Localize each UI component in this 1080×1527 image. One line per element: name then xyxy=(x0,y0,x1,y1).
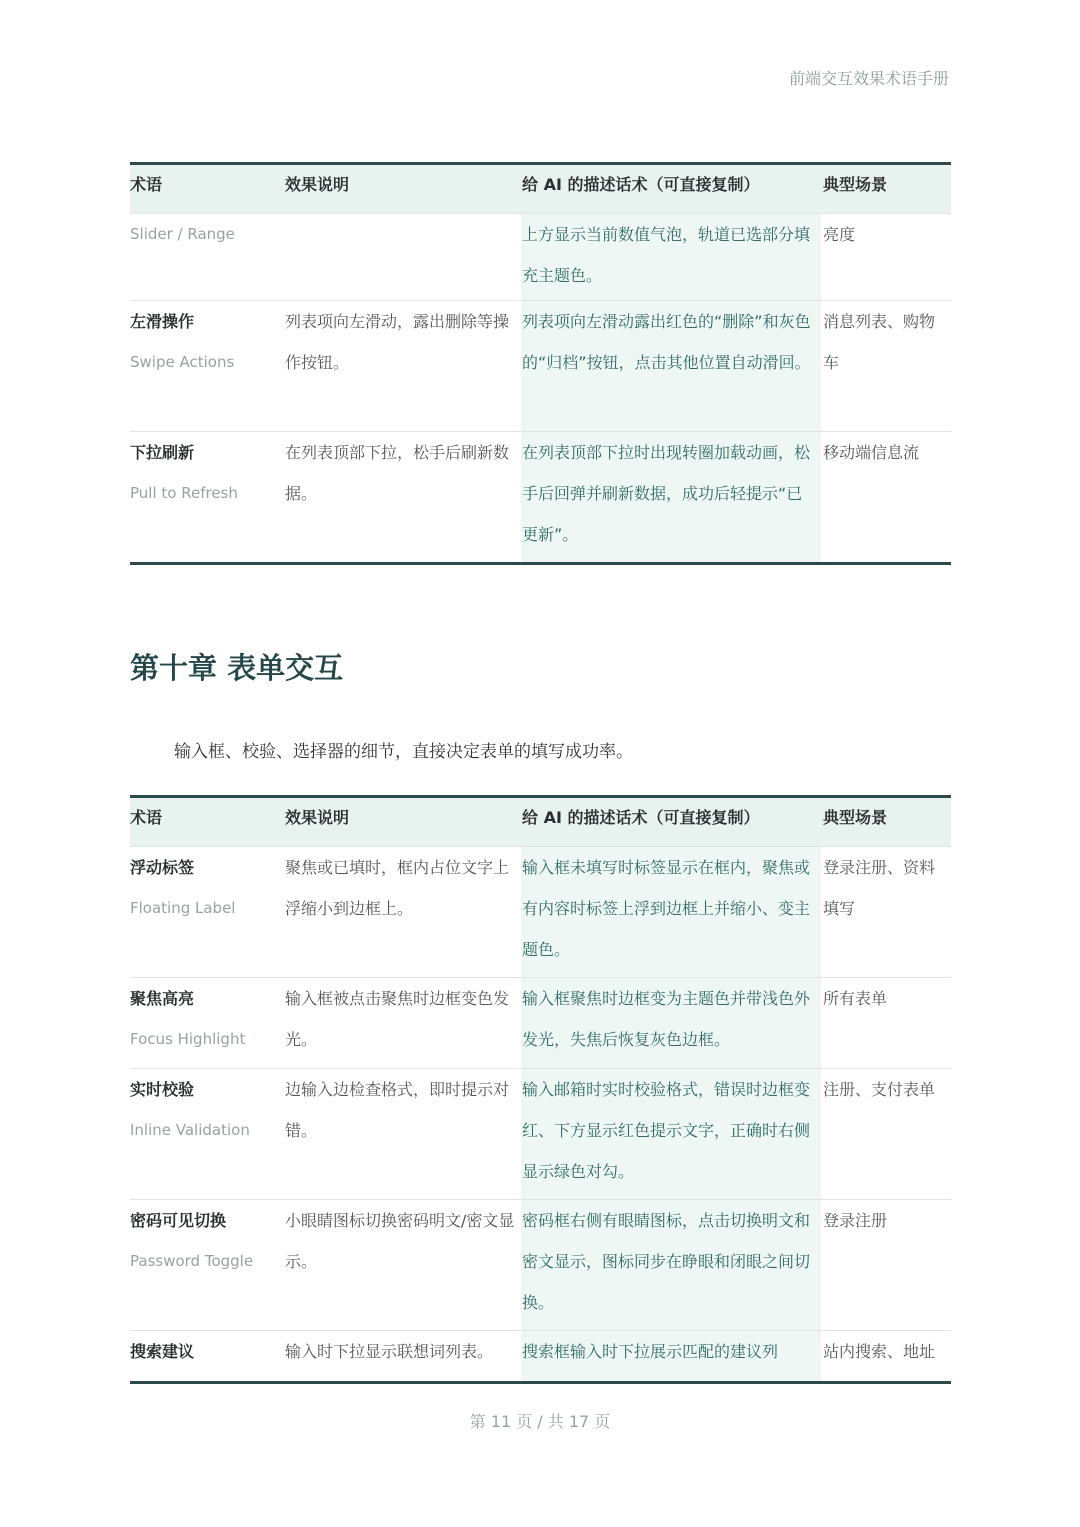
term-cell xyxy=(130,432,283,562)
effect-cell xyxy=(283,214,521,300)
ai-prompt-cell: 输入框聚焦时边框变为主题色并带浅色外发光，失焦后恢复灰色边框。 xyxy=(521,978,821,1068)
chapter-title: 第十章 表单交互 xyxy=(130,651,344,685)
col-header-term: 术语 xyxy=(130,175,163,194)
table-row xyxy=(130,301,951,432)
term-name: 左滑操作 xyxy=(130,312,195,331)
form-interaction-terms-table xyxy=(130,795,951,1384)
term-name: 浮动标签 xyxy=(130,858,195,877)
term-cell xyxy=(130,1069,283,1199)
table-header-row xyxy=(130,165,951,214)
effect-cell: 边输入边检查格式，即时提示对错。 xyxy=(285,1080,510,1140)
term-cell xyxy=(130,978,283,1068)
ai-prompt-cell: 输入框未填写时标签显示在框内，聚焦或有内容时标签上浮到边框上并缩小、变主题色。 xyxy=(521,847,821,977)
term-english: Focus Highlight xyxy=(130,1030,246,1048)
col-header-scene: 典型场景 xyxy=(823,808,888,827)
scene-cell: 站内搜索、地址 xyxy=(823,1342,936,1361)
term-name: 密码可见切换 xyxy=(130,1211,227,1230)
term-english: Slider / Range xyxy=(130,225,235,243)
effect-cell: 输入时下拉显示联想词列表。 xyxy=(285,1342,494,1361)
col-header-effect: 效果说明 xyxy=(285,175,350,194)
col-header-effect: 效果说明 xyxy=(285,808,350,827)
effect-cell: 列表项向左滑动，露出删除等操作按钮。 xyxy=(285,312,510,372)
scene-cell: 亮度 xyxy=(823,225,856,244)
scene-cell: 登录注册、资料填写 xyxy=(823,858,936,918)
chapter-intro: 输入框、校验、选择器的细节，直接决定表单的填写成功率。 xyxy=(174,742,633,762)
term-cell xyxy=(130,847,283,977)
col-header-term: 术语 xyxy=(130,808,163,827)
term-cell xyxy=(130,1331,283,1381)
effect-cell: 聚焦或已填时，框内占位文字上浮缩小到边框上。 xyxy=(285,858,510,918)
table-row xyxy=(130,1200,951,1331)
table-row xyxy=(130,1331,951,1381)
term-name: 实时校验 xyxy=(130,1080,195,1099)
page-number: 第 11 页 / 共 17 页 xyxy=(469,1412,611,1431)
effect-cell: 在列表顶部下拉，松手后刷新数据。 xyxy=(285,443,510,503)
scene-cell: 注册、支付表单 xyxy=(823,1080,936,1099)
term-english: Floating Label xyxy=(130,899,236,917)
col-header-ai-prompt: 给 AI 的描述话术（可直接复制） xyxy=(522,808,760,827)
term-english: Inline Validation xyxy=(130,1121,250,1139)
scene-cell: 登录注册 xyxy=(823,1211,888,1230)
table-row xyxy=(130,214,951,301)
term-english: Pull to Refresh xyxy=(130,484,238,502)
scene-cell: 移动端信息流 xyxy=(823,443,920,462)
ai-prompt-cell: 列表项向左滑动露出红色的“删除”和灰色的“归档”按钮，点击其他位置自动滑回。 xyxy=(521,301,821,431)
running-header: 前端交互效果术语手册 xyxy=(788,69,949,88)
table-row xyxy=(130,978,951,1069)
ai-prompt-cell: 密码框右侧有眼睛图标，点击切换明文和密文显示，图标同步在睁眼和闭眼之间切换。 xyxy=(521,1200,821,1330)
ai-prompt-cell: 在列表顶部下拉时出现转圈加载动画，松手后回弹并刷新数据，成功后轻提示“已更新”。 xyxy=(521,432,821,562)
ai-prompt-cell: 搜索框输入时下拉展示匹配的建议列 xyxy=(521,1331,821,1381)
terms-table-continued xyxy=(130,162,951,565)
ai-prompt-cell: 输入邮箱时实时校验格式，错误时边框变红、下方显示红色提示文字，正确时右侧显示绿色对勾。 xyxy=(521,1069,821,1199)
term-cell xyxy=(130,214,283,300)
col-header-scene: 典型场景 xyxy=(823,175,888,194)
table-row xyxy=(130,432,951,562)
col-header-ai-prompt: 给 AI 的描述话术（可直接复制） xyxy=(522,175,760,194)
term-name: 搜索建议 xyxy=(130,1342,195,1361)
ai-prompt-cell: 上方显示当前数值气泡，轨道已选部分填充主题色。 xyxy=(521,214,821,300)
scene-cell: 消息列表、购物车 xyxy=(823,312,936,372)
effect-cell: 小眼睛图标切换密码明文/密文显示。 xyxy=(285,1211,515,1271)
table-row xyxy=(130,1069,951,1200)
term-name: 聚焦高亮 xyxy=(130,989,195,1008)
term-cell xyxy=(130,301,283,431)
term-name: 下拉刷新 xyxy=(130,443,195,462)
table-row xyxy=(130,847,951,978)
term-english: Password Toggle xyxy=(130,1252,254,1270)
scene-cell: 所有表单 xyxy=(823,989,888,1008)
effect-cell: 输入框被点击聚焦时边框变色发光。 xyxy=(285,989,510,1049)
table-header-row xyxy=(130,798,951,847)
term-english: Swipe Actions xyxy=(130,353,235,371)
term-cell xyxy=(130,1200,283,1330)
